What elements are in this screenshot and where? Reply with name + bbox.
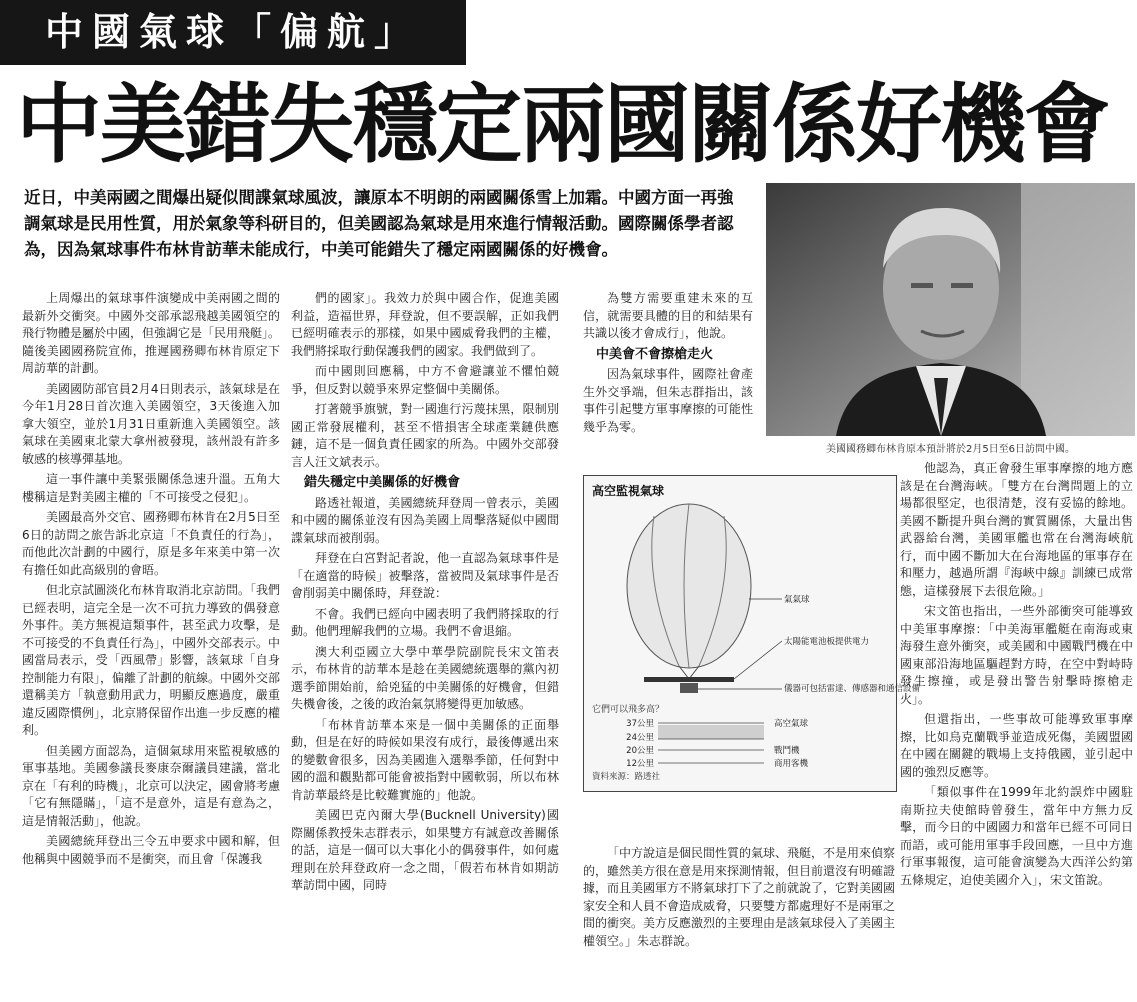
paragraph: 宋文笛也指出，一些外部衝突可能導致中美軍事摩擦：「中美海軍艦艇在南海或東海發生意外衝突，或美國和中國戰鬥機在中國東部沿海地區驅趕對方時，在空中對峙時發生擦撞，或是發出警告射擊時擦槍走火」。	[900, 604, 1133, 706]
article-column-2	[291, 290, 559, 1002]
altitude-label-1: 37公里	[626, 719, 654, 729]
paragraph: 美國巴克內爾大學(Bucknell University)國際關係教授朱志群表示，如果雙方有誠意改善關係的話，這是一個可以大事化小的偶發事件，如何處理則在於拜登政府一念之間，「假若布林肯如期訪華訪問中國，同時	[291, 808, 559, 892]
altitude-desc-3: 戰鬥機	[774, 746, 800, 756]
paragraph: 但還指出，一些事故可能導致軍事摩擦，比如烏克蘭戰爭並造成死傷，美國盟國在中國在關鍵的戰場上支持俄國，並引起中國的強烈反應等。	[900, 712, 1133, 779]
balloon-infographic	[583, 475, 921, 792]
paragraph: 打著競爭旗號，對一國進行污蔑抹黑，限制別國正常發展權利，甚至不惜損害全球產業鏈供應鏈，這不是一個負責任國家的所為。中國外交部發言人汪文斌表示。	[291, 402, 559, 469]
paragraph: 因為氣球事件，國際社會產生外交爭端，但朱志群指出，該事件引起雙方軍事摩擦的可能性幾乎為零。	[583, 367, 753, 434]
label-solar: 太陽能電池板提供電力	[784, 637, 870, 647]
paragraph: 為雙方需要重建未來的互信，就需要具體的目的和結果有共識以後才會成行」，他說。	[583, 291, 753, 340]
paragraph: 們的國家」。我效力於與中國合作，促進美國利益，造福世界，拜登說，但不要誤解，正如我們已經明確表示的那樣，如果中國威脅我們的主權，我們將採取行動保護我們的國家。我們做到了。	[291, 291, 559, 358]
altitude-label-3: 20公里	[626, 746, 654, 756]
label-instruments: 儀器可包括雷達、傳感器和通信設備	[784, 684, 921, 694]
altitude-question: 它們可以飛多高？	[592, 705, 665, 715]
article-column-1	[22, 290, 280, 1002]
person-portrait-icon	[766, 183, 1135, 436]
altitude-desc-1: 高空氣球	[774, 719, 809, 729]
paragraph: 而中國則回應稱，中方不會避讓並不懼怕競爭，但反對以競爭來界定整個中美關係。	[291, 364, 559, 396]
altitude-desc-4: 商用客機	[774, 759, 809, 769]
paragraph: 但北京試圖淡化布林肯取消北京訪問。「我們已經表明，這完全是一次不可抗力導致的偶發意外事件。美方無視這類事件，甚至武力攻擊，是不可接受的不負責任行為」，中國外交部表示。中國當局表示，受「西風帶」影響，該氣球「自身控制能力有限」，偏離了計劃的航線。中國外交部還稱美方「執意動用武力，明顯反應過度，嚴重違反國際慣例」，北京將保留作出進一步反應的權利。	[22, 583, 281, 737]
subheading: 錯失穩定中美關係的好機會	[304, 475, 461, 490]
altitude-label-4: 12公里	[626, 759, 654, 769]
lede-paragraph: 近日，中美兩國之間爆出疑似間諜氣球風波，讓原本不明朗的兩國關係雪上加霜。中國方面一再強調氣球是民用性質，用於氣象等科研目的，但美國認為氣球是用來進行情報活動。國際關係學者認為，因為氣球事件布林肯訪華未能成行，中美可能錯失了穩定兩國關係的好機會。	[24, 188, 734, 259]
paragraph: 他認為，真正會發生軍事摩擦的地方應該是在台灣海峽。「雙方在台灣問題上的立場都很堅定，也很清楚，沒有妥協的餘地。美國不斷提升與台灣的實質關係，大量出售武器給台灣，美國軍艦也常在台灣海峽航行，而中國不斷加大在台海地區的軍事存在和壓力，越過所謂『海峽中線』訓練已成常態，這樣發展下去很危險。」	[900, 461, 1133, 598]
paragraph: 但美國方面認為，這個氣球用來監視敏感的軍事基地。美國參議長麥康奈爾議員建議，當北京在「有利的時機」，北京可以決定，國會將考慮「它有無隱瞞」，「這不是意外，這是有意為之，這是情報活動」，他說。	[22, 743, 281, 828]
paragraph: 「布林肯訪華本來是一個中美關係的正面舉動，但是在好的時候如果沒有成行，最後傳遞出來的變數會很多，因為美國進入選舉季節，任何對中國的溫和觀點都可能會被指對中國軟弱，所以布林肯訪華最終是比較難實施的」他說。	[291, 717, 559, 802]
paragraph: 美國國防部官員2月4日則表示，該氣球是在今年1月28日首次進入美國領空，3天後進入加拿大領空，並於1月31日重新進入美國領空。該氣球在美國東北蒙大拿州被發現，該州設有許多敏感的核導彈基地。	[22, 381, 280, 466]
headline: 中美錯失穩定兩國關係好機會	[16, 74, 1108, 175]
paragraph: 這一事件讓中美緊張關係急速升溫。五角大樓稱這是對美國主權的「不可接受之侵犯」。	[22, 472, 280, 504]
paragraph: 美國最高外交官、國務卿布林肯在2月5日至6日的訪問之旅告訴北京這「不負責任的行為」，而他此次計劃的中國行，原是多年來美中第一次有擔任如此高級別的會晤。	[22, 510, 280, 577]
infographic-title: 高空監視氣球	[592, 484, 665, 498]
paragraph: 美國總統拜登出三令五申要求中國和解，但他稱與中國競爭而不是衝突，而且會「保護我	[22, 834, 280, 866]
altitude-label-2: 24公里	[626, 733, 654, 743]
infographic-source: 資料來源：路透社	[592, 772, 661, 782]
paragraph: 「中方說這是個民間性質的氣球、飛艇，不是用來偵察的，雖然美方很在意是用來探測情報，但目前還沒有明確證據，而且美國軍方不將氣球打下了之前就說了，它對美國國家安全和人員不會造成威脅，只要雙方都處理好不是兩軍之間的衝突。美方反應激烈的主要理由是該氣球侵入了美國主權領空。」朱志群說。	[583, 846, 896, 948]
photo-caption: 美國國務卿布林肯原本預計將於2月5日至6日訪問中國。	[825, 444, 1076, 455]
article-column-3	[583, 290, 753, 470]
paragraph: 拜登在白宮對記者說，他一直認為氣球事件是「在適當的時候」被擊落，當被問及氣球事件是否會削弱美中關係時，拜登說：	[291, 551, 559, 600]
article-column-4	[900, 460, 1133, 1002]
paragraph: 不會。我們已經向中國表明了我們將採取的行動。他們理解我們的立場。我們不會退縮。	[291, 606, 559, 638]
solar-panel-icon	[644, 677, 734, 682]
altitude-chart	[584, 716, 896, 776]
paragraph: 澳大利亞國立大學中華學院副院長宋文笛表示，布林肯的訪華本是趁在美國總統選舉的黨內初選季節開始前，給兇猛的中美關係的好機會，但錯失機會後，之後的政治氣氛將變得更加敏感。	[291, 644, 559, 711]
article-column-5	[583, 845, 895, 1002]
paragraph: 「類似事件在1999年北約誤炸中國駐南斯拉夫使館時曾發生，當年中方無力反擊，而今日的中國國力和當年已經不可同日而語，或可能用軍事手段回應，一旦中方進行軍事報復，這可能會演變為大西洋公約第五條規定，迫使美國介入」，宋文笛說。	[900, 785, 1133, 887]
paragraph: 上周爆出的氣球事件演變成中美兩國之間的最新外交衝突。中國外交部承認飛越美國領空的飛行物體是屬於中國，但強調它是「民用飛艇」。隨後美國國務院宣佈，推遲國務卿布林肯原定下周訪華的計劃。	[22, 291, 281, 375]
photo-portrait	[766, 183, 1135, 436]
label-balloon: 氣氣球	[784, 595, 810, 605]
subheading: 中美會不會擦槍走火	[596, 346, 714, 362]
paragraph: 路透社報道，美國總統拜登周一曾表示，美國和中國的關係並沒有因為美國上周擊落疑似中國間諜氣球而被削弱。	[291, 495, 559, 545]
kicker-banner: 中國氣球「偏航」	[0, 0, 466, 65]
